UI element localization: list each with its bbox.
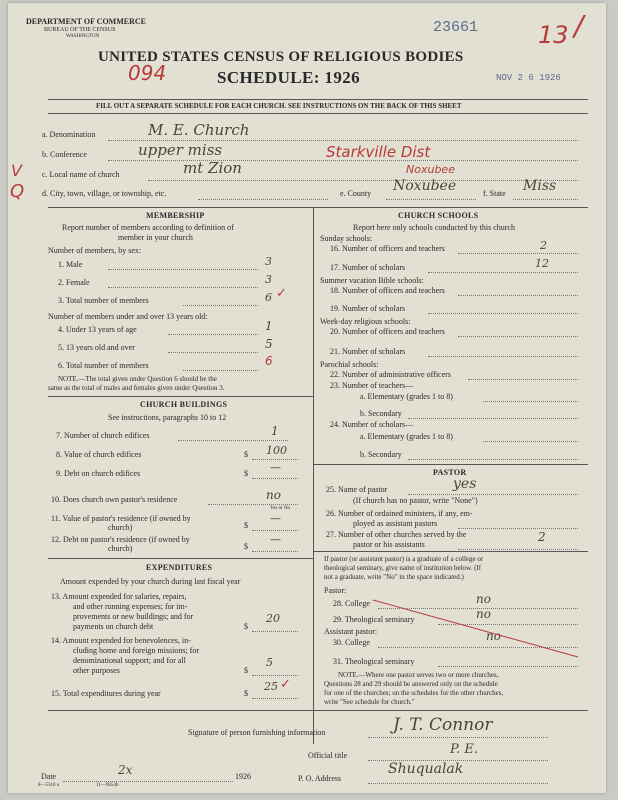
form-number: 8—5318 a [38, 783, 59, 788]
q10-residence-label: 10. Does church own pastor's residence [51, 495, 178, 504]
denomination-value[interactable]: M. E. Church [148, 121, 250, 139]
po-address-label: P. O. Address [298, 774, 342, 783]
q25-label: 25. Name of pastor [326, 485, 388, 494]
membership-intro-2: member in your church [118, 233, 193, 242]
q13-label-2: and other running expenses; for im- [73, 602, 188, 611]
q5-over13-value[interactable]: 5 [265, 337, 273, 351]
red-handwritten-code: 094 [128, 61, 167, 85]
q15-check-mark: ✓ [280, 677, 291, 692]
q13-value[interactable]: 20 [266, 612, 280, 625]
q15-value[interactable]: 25 [264, 680, 278, 693]
q3-check-mark: ✓ [276, 286, 287, 301]
q5-over13-label: 5. 13 years old and over [58, 343, 135, 352]
official-title-value[interactable]: P. E. [450, 742, 478, 757]
q27-label: 27. Number of other churches served by the [326, 530, 467, 539]
schools-intro: Report here only schools conducted by this church [353, 223, 515, 232]
members-by-age-label: Number of members under and over 13 years old: [48, 312, 208, 321]
q4-under13-value[interactable]: 1 [265, 319, 273, 333]
q29-label: 29. Theological seminary [333, 615, 415, 624]
q18-label: 18. Number of officers and teachers [330, 286, 445, 295]
census-schedule-sheet [8, 3, 606, 793]
q3-total-value[interactable]: 6 [265, 291, 272, 304]
q25-note: (If church has no pastor, write "None") [353, 496, 478, 505]
state-label: f. State [483, 189, 506, 198]
weekday-schools-label: Week-day religious schools: [320, 317, 411, 326]
q4-under13-label: 4. Under 13 years of age [58, 325, 137, 334]
pastor-sub-label: Pastor: [324, 586, 347, 595]
q16-value[interactable]: 2 [540, 239, 547, 252]
local-name-value[interactable]: mt Zion [183, 159, 242, 177]
q8-dollar-sign: $ [244, 450, 248, 459]
margin-query-mark: Q [10, 181, 25, 202]
q12-debt-residence-label-2: church) [108, 544, 133, 553]
q6-total-label: 6. Total number of members [58, 361, 149, 370]
q8-value-label: 8. Value of church edifices [56, 450, 142, 459]
county-correction: Noxubee [406, 163, 455, 176]
q9-debt-label: 9. Debt on church edifices [56, 469, 141, 478]
assistant-pastor-label: Assistant pastor: [324, 627, 378, 636]
state-value[interactable]: Miss [523, 178, 557, 194]
q8-value-value[interactable]: 100 [266, 444, 287, 457]
church-schools-heading: CHURCH SCHOOLS [398, 211, 479, 220]
q27-value[interactable]: 2 [538, 530, 546, 544]
pastor-note-2: Questions 28 and 29 should be answered only on the schedule [324, 680, 498, 688]
q10-residence-value[interactable]: no [266, 488, 281, 502]
yes-or-no-hint: Yes or No [270, 506, 291, 511]
receipt-stamp-number: 23661 [433, 19, 479, 36]
q13-label-3: provements or new buildings; and for [73, 612, 194, 621]
date-label: Date [41, 772, 57, 781]
sunday-schools-label: Sunday schools: [320, 234, 373, 243]
red-tally-mark: / [574, 9, 584, 42]
q11-value-residence-value[interactable]: — [270, 512, 281, 525]
q7-edifices-value[interactable]: 1 [271, 424, 279, 438]
conference-label: b. Conference [42, 150, 87, 159]
q31-label: 31. Theological seminary [333, 657, 415, 666]
separate-schedule-instruction: FILL OUT A SEPARATE SCHEDULE FOR EACH CHURCH. SEE INSTRUCTIONS ON THE BACK OF THIS SHEET [96, 102, 462, 110]
membership-note-2: same as the total of males and females given under Question 3. [48, 384, 225, 392]
denomination-label: a. Denomination [42, 130, 96, 139]
membership-intro: Report number of members according to definition of [62, 223, 234, 232]
q14-dollar-sign: $ [244, 666, 248, 675]
q9-debt-value[interactable]: — [270, 461, 281, 474]
county-value[interactable]: Noxubee [393, 178, 457, 194]
strike-through-line [368, 595, 588, 665]
q19-label: 19. Number of scholars [330, 304, 406, 313]
local-name-label: c. Local name of church [42, 170, 120, 179]
q17-label: 17. Number of scholars [330, 263, 406, 272]
bureau-city: WASHINGTON [66, 34, 100, 39]
q28-label: 28. College [333, 599, 370, 608]
q24a-label: a. Elementary (grades 1 to 8) [360, 432, 453, 441]
q20-label: 20. Number of officers and teachers [330, 327, 445, 336]
city-label: d. City, town, village, or township, etc. [42, 189, 167, 198]
q12-debt-residence-label: 12. Debt on pastor's residence (if owned by [51, 535, 190, 544]
q11-dollar-sign: $ [244, 521, 248, 530]
pastor-heading: PASTOR [433, 468, 467, 477]
q14-label-3: denominational support; and for all [73, 656, 186, 665]
q21-label: 21. Number of scholars [330, 347, 406, 356]
q14-value[interactable]: 5 [266, 656, 273, 669]
signature-label: Signature of person furnishing information [188, 728, 326, 737]
pastor-note-4: write "See schedule for church." [324, 698, 415, 706]
q2-female-value[interactable]: 3 [265, 273, 272, 286]
bureau-name: BUREAU OF THE CENSUS [44, 27, 116, 33]
pastor-note: NOTE.—Where one pastor serves two or more churches, [338, 671, 499, 679]
q29-value[interactable]: no [476, 607, 491, 621]
membership-note: NOTE.—The total given under Question 6 should be the [58, 375, 217, 383]
schedule-title: SCHEDULE: 1926 [217, 68, 361, 87]
margin-check-mark: V [11, 161, 22, 180]
expenditures-heading: EXPENDITURES [146, 563, 213, 572]
date-year: 1926 [235, 772, 251, 781]
pastor-note-3: for one of the churches; on the schedules for the other churches, [324, 689, 504, 697]
q26-label-2: ployed as assistant pastors [353, 519, 438, 528]
q12-debt-residence-value[interactable]: — [270, 533, 281, 546]
q13-label: 13. Amount expended for salaries, repairs, [51, 592, 187, 601]
q28-value[interactable]: no [476, 592, 491, 606]
q11-value-residence-label: 11. Value of pastor's residence (if owned by [51, 514, 191, 523]
summer-schools-label: Summer vacation Bible schools: [320, 276, 424, 285]
po-address-value[interactable]: Shuqualak [388, 761, 464, 777]
graduate-instruction-2: theological seminary, give name of institution below. (If [324, 564, 482, 572]
signature-value[interactable]: J. T. Connor [393, 715, 493, 735]
graduate-instruction: If pastor (or assistant pastor) is a graduate of a college or [324, 555, 484, 563]
graduate-instruction-3: not a graduate, write "No" in the space indicated.) [324, 573, 464, 581]
q1-male-label: 1. Male [58, 260, 83, 269]
county-label: e. County [340, 189, 372, 198]
q1-male-value[interactable]: 3 [265, 255, 272, 268]
received-date-stamp: NOV 2 6 1926 [496, 73, 561, 83]
q9-dollar-sign: $ [244, 469, 248, 478]
q13-label-4: payments on church debt [73, 622, 154, 631]
q27-label-2: pastor or his assistants [353, 540, 425, 549]
q14-label: 14. Amount expended for benevolences, in- [51, 636, 191, 645]
q26-label: 26. Number of ordained ministers, if any, em- [326, 509, 473, 518]
q6-total-value[interactable]: 6 [265, 354, 273, 368]
department-name: DEPARTMENT OF COMMERCE [26, 17, 147, 26]
conference-value[interactable]: upper miss [138, 141, 223, 159]
q15-dollar-sign: $ [244, 689, 248, 698]
q24b-label: b. Secondary [360, 450, 402, 459]
church-buildings-heading: CHURCH BUILDINGS [140, 400, 228, 409]
q25-value[interactable]: yes [453, 476, 477, 492]
expenditures-intro: Amount expended by your church during last fiscal year [60, 577, 241, 586]
q30-value[interactable]: no [486, 629, 501, 643]
q17-value[interactable]: 12 [535, 257, 549, 270]
q11-value-residence-label-2: church) [108, 523, 133, 532]
q3-total-label: 3. Total number of members [58, 296, 149, 305]
q23a-label: a. Elementary (grades 1 to 8) [360, 392, 453, 401]
members-by-sex-label: Number of members, by sex: [48, 246, 142, 255]
q30-label: 30. College [333, 638, 370, 647]
q13-dollar-sign: $ [244, 622, 248, 631]
date-value[interactable]: 2x [118, 763, 133, 777]
q14-label-4: other purposes [73, 666, 120, 675]
q23-label: 23. Number of teachers— [330, 381, 414, 390]
buildings-instructions: See instructions, paragraphs 10 to 12 [108, 413, 227, 422]
q23b-label: b. Secondary [360, 409, 402, 418]
q24-label: 24. Number of scholars— [330, 420, 414, 429]
conference-district-value[interactable]: Starkville Dist [326, 143, 431, 161]
form-title: UNITED STATES CENSUS OF RELIGIOUS BODIES [98, 49, 464, 65]
parochial-schools-label: Parochial schools: [320, 360, 379, 369]
official-title-label: Official title [308, 751, 348, 760]
q15-label: 15. Total expenditures during year [51, 689, 161, 698]
q14-label-2: cluding home and foreign missions; for [73, 646, 199, 655]
print-number: 11—9654b [96, 783, 119, 788]
q22-label: 22. Number of administrative officers [330, 370, 451, 379]
q2-female-label: 2. Female [58, 278, 90, 287]
membership-heading: MEMBERSHIP [146, 211, 205, 220]
red-handwritten-number: 13 [538, 21, 569, 49]
q16-label: 16. Number of officers and teachers [330, 244, 445, 253]
q7-edifices-label: 7. Number of church edifices [56, 431, 150, 440]
q12-dollar-sign: $ [244, 542, 248, 551]
